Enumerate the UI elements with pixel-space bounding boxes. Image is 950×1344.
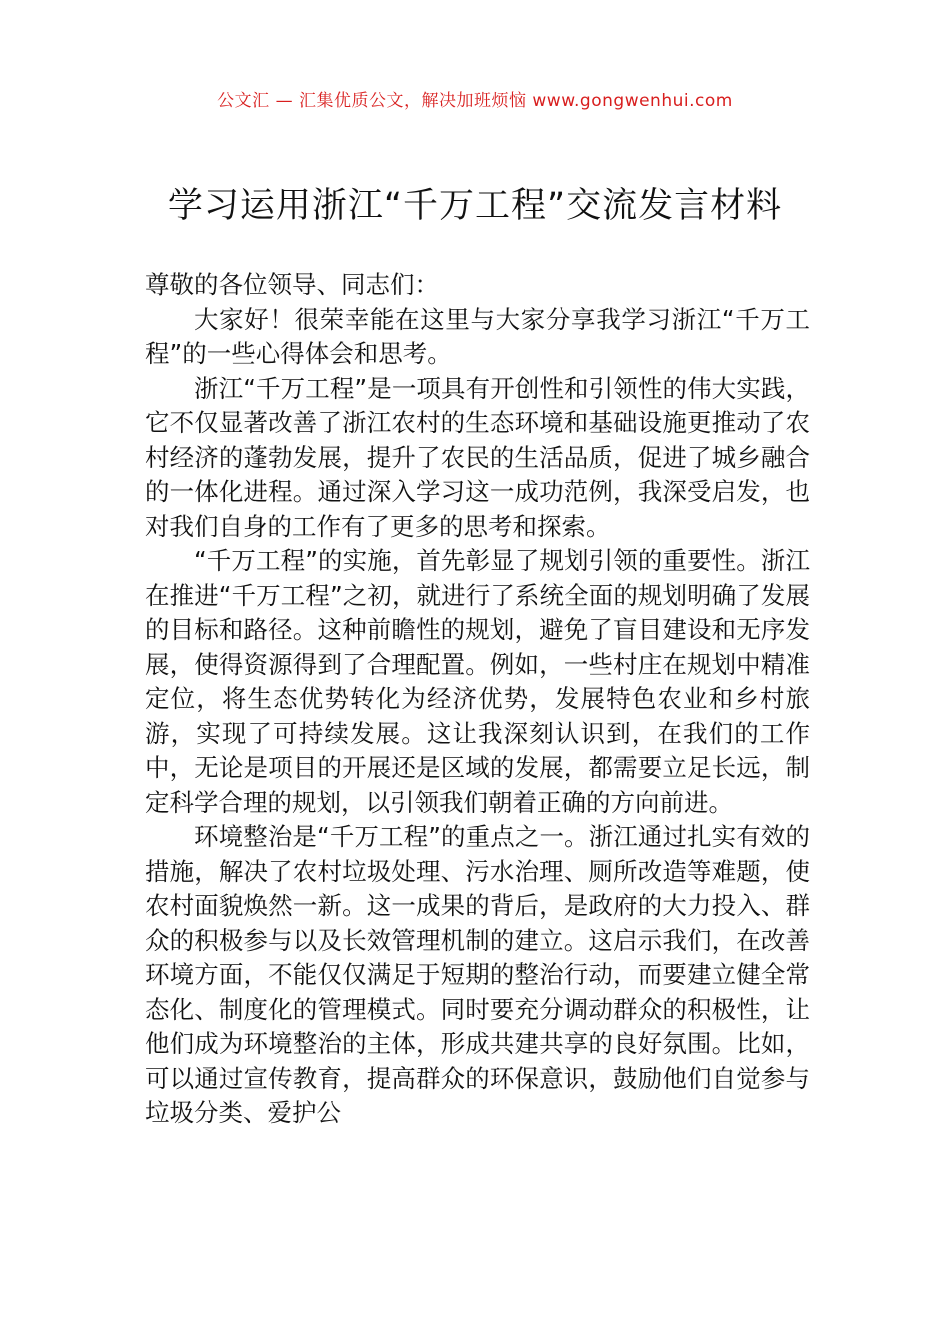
document-body xyxy=(145,268,810,1131)
document-title: 学习运用浙江“千万工程”交流发言材料 xyxy=(167,186,783,226)
paragraph: 浙江“千万工程”是一项具有开创性和引领性的伟大实践，它不仅显著改善了浙江农村的生态环境和基础设施更推动了农村经济的蓬勃发展，提升了农民的生活品质，促进了城乡融合的一体化进程。通过深入学习这一成功范例，我深受启发，也对我们自身的工作有了更多的思考和探索。 xyxy=(145,373,810,541)
paragraph: “千万工程”的实施，首先彰显了规划引领的重要性。浙江在推进“千万工程”之初，就进行了系统全面的规划明确了发展的目标和路径。这种前瞻性的规划，避免了盲目建设和无序发展，使得资源得到了合理配置。例如，一些村庄在规划中精准定位，将生态优势转化为经济优势，发展特色农业和乡村旅游，实现了可持续发展。这让我深刻认识到，在我们的工作中，无论是项目的开展还是区域的发展，都需要立足长远，制定科学合理的规划，以引领我们朝着正确的方向前进。 xyxy=(145,546,810,817)
salutation: 尊敬的各位领导、同志们： xyxy=(145,270,439,299)
site-header-banner: 公文汇 — 汇集优质公文，解决加班烦恼 www.gongwenhui.com xyxy=(217,91,733,111)
paragraph: 环境整治是“千万工程”的重点之一。浙江通过扎实有效的措施，解决了农村垃圾处理、污水治理、厕所改造等难题，使农村面貌焕然一新。这一成果的背后，是政府的大力投入、群众的积极参与以及长效管理机制的建立。这启示我们，在改善环境方面，不能仅仅满足于短期的整治行动，而要建立健全常态化、制度化的管理模式。同时要充分调动群众的积极性，让他们成为环境整治的主体，形成共建共享的良好氛围。比如，可以通过宣传教育，提高群众的环保意识，鼓励他们自觉参与垃圾分类、爱护公 xyxy=(145,822,810,1127)
paragraph: 大家好！很荣幸能在这里与大家分享我学习浙江“千万工程”的一些心得体会和思考。 xyxy=(145,304,810,368)
